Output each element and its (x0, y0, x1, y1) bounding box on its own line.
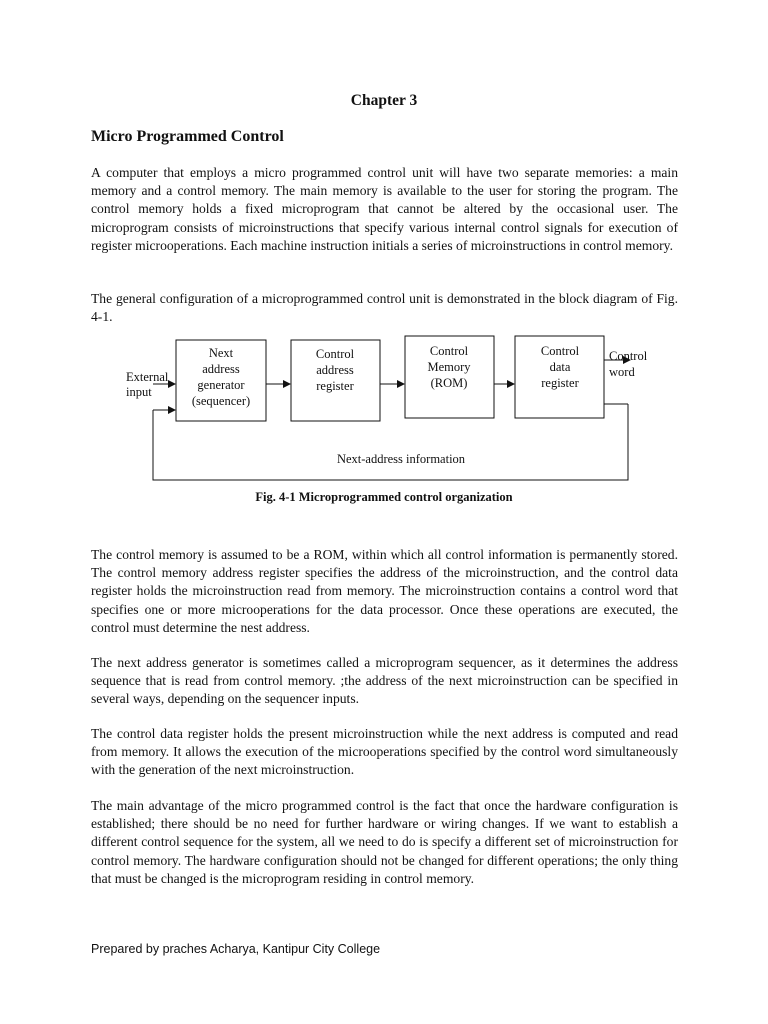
external-input-label-line2: input (126, 385, 152, 399)
block2-line2: address (316, 363, 354, 377)
paragraph-intro: A computer that employs a micro programmed control unit will have two separate memories: a main memory and a control memory. The main memory is available to the user for storing the program. The control memory holds a fixed microprogram that cannot be altered by the occasional user. The microprogram consists of microinstructions that specify various internal control signals for execution of register microoperations. Each machine instruction initials a series of microinstructions in control memory. (91, 165, 678, 253)
block1-line3: generator (197, 378, 245, 392)
paragraph-configuration: The general configuration of a microprogrammed control unit is demonstrated in the block diagram of Fig. 4-1. (91, 291, 678, 325)
block2-line3: register (316, 379, 354, 393)
feedback-loop-line (153, 404, 628, 480)
block3-line3: (ROM) (430, 376, 468, 390)
block4-line1: Control (540, 344, 580, 358)
page-footer: Prepared by praches Acharya, Kantipur City College (91, 942, 381, 956)
block3-line2: Memory (427, 360, 471, 374)
block2-line1: Control (315, 347, 355, 361)
paragraph-control-data-register: The control data register holds the present microinstruction while the next address is computed and read from memory. It allows the execution of the microoperations specified by the control word simultaneously with the generation of the next microinstruction. (91, 726, 678, 778)
control-word-label-line2: word (609, 365, 635, 379)
block4-line2: data (549, 360, 571, 374)
control-word-label-line1: Control (609, 349, 648, 363)
block3-line1: Control (429, 344, 469, 358)
block1-line2: address (202, 362, 240, 376)
paragraph-advantage: The main advantage of the micro programmed control is the fact that once the hardware configuration is established; there should be no need for further hardware or wiring changes. If we want to establish a different control sequence for the system, all we need to do is specify a different set of microinstruction for control memory. The hardware configuration should not be changed for different operations; the only thing that must be changed is the microprogram residing in control memory. (91, 798, 678, 886)
figure-caption: Fig. 4-1 Microprogrammed control organization (255, 490, 513, 504)
next-address-information-label: Next-address information (336, 452, 466, 466)
block1-line1: Next (208, 346, 234, 360)
block1-line4: (sequencer) (191, 394, 251, 408)
chapter-heading: Chapter 3 (350, 92, 418, 109)
external-input-label-line1: External (126, 370, 169, 384)
block4-line3: register (541, 376, 579, 390)
paragraph-sequencer: The next address generator is sometimes called a microprogram sequencer, as it determines the address sequence that is read from control memory. ;the address of the next microinstruction can be specified in several ways, depending on the sequencer inputs. (91, 655, 678, 707)
section-title: Micro Programmed Control (91, 128, 284, 145)
paragraph-control-memory: The control memory is assumed to be a ROM, within which all control information is permanently stored. The control memory address register specifies the address of the microinstruction, and the control data register holds the microinstruction read from memory. The microinstruction contains a control word that specifies one or more microoperations for the data processor. Once these operations are executed, the control must determine the nest address. (91, 547, 678, 635)
